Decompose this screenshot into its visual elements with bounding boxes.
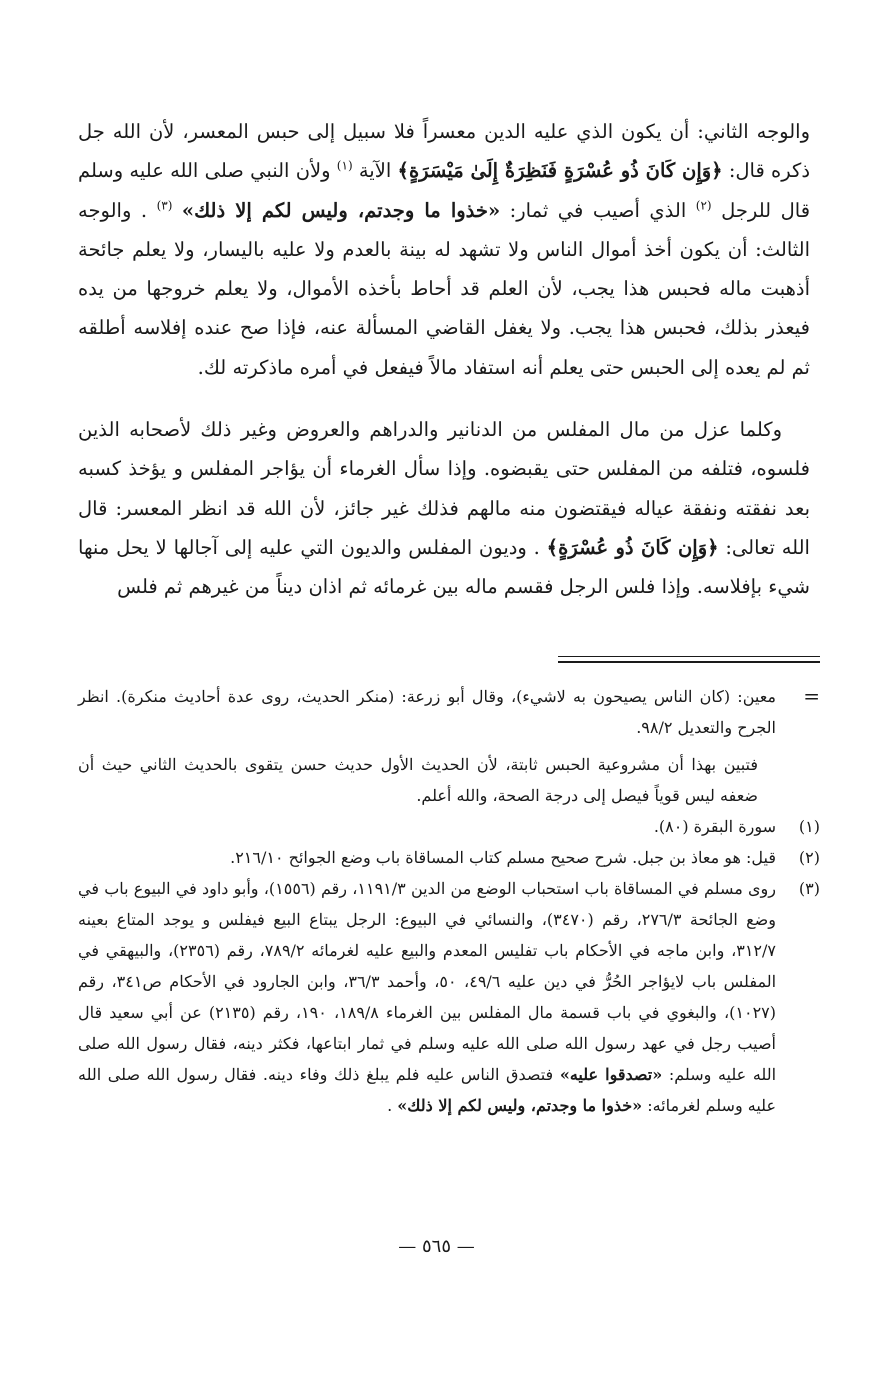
- footnote-number: (٣): [798, 879, 820, 898]
- footnote-2: [78, 842, 820, 873]
- footnote-separator: [558, 656, 820, 663]
- footnote-text: سورة البقرة (٨٠).: [653, 817, 776, 836]
- paragraph-1-text-a: والوجه الثاني: أن يكون الذي عليه الدين معسراً فلا سبيل إلى حبس المعسر، لأن الله جل ذكره قال:: [78, 120, 810, 183]
- footnote-number: (١): [798, 817, 820, 836]
- main-text: [78, 112, 810, 607]
- footnote-3: [78, 873, 820, 1121]
- footnote-number: (٢): [798, 848, 820, 867]
- footnote-text: قيل: هو معاذ بن جبل. شرح صحيح مسلم كتاب المساقاة باب وضع الجوائح ٢١٦/١٠.: [230, 848, 776, 867]
- footnote-3-text-c: .: [387, 1096, 393, 1115]
- footnote-3-text-a: روى مسلم في المساقاة باب استحباب الوضع من الدين ١١٩١/٣، رقم (١٥٥٦)، وأبو داود في البيوع باب في وضع الجائحة ٢٧٦/٣، رقم (٣٤٧٠)، والنسائي في البيوع: الرجل يبتاع البيع فيفلس و يوجد المتاع بعينه ٣١٢/٧، وابن ماجه في الأحكام باب تفليس المعدم والبيع عليه لغرمائه ٧٨٩/٢، رقم (٢٣٥٦)، والبيهقي في المفلس باب لايؤاجر الحُرُّ في دين عليه ٤٩/٦، ٥٠، وأحمد ٣٦/٣، وابن الجارود في الأحكام ص٣٤١، رقم (١٠٢٧)، والبغوي في باب قسمة مال المفلس بين الغرماء ١٨٩/٨، ١٩٠، رقم (٢١٣٥) عن أبي سعيد قال أصيب رجل في عهد رسول الله صلى الله عليه وسلم في ثمار ابتاعها، فكثر دينه، فقال رسول الله صلى الله عليه وسلم:: [78, 879, 777, 1084]
- paragraph-2-text-a: وكلما عزل من مال المفلس من الدنانير والدراهم والعروض وغير ذلك لأصحابه الذين فلسوه، فتلفه من المفلس حتى يقبضوه. وإذا سأل الغرماء أن يؤاجر المفلس و يؤخذ كسبه بعد نفقته ونفقة عياله فيقتضون منه مالهم فذلك غير جائز، لأن الله قد انظر المعسر: قال الله تعالى:: [78, 418, 810, 559]
- paragraph-1: [78, 112, 810, 387]
- footnote-text: [78, 873, 776, 1121]
- paragraph-1-text-e: . والوجه الثالث: أن يكون أخذ أموال الناس ولا تشهد له بينة بالعدم ولا عليه باليسار، ولا يعلم جائحة أذهبت ماله فحبس هذا يجب، لأن العلم قد أحاط بأخذه الأموال، ولا يعلم خروجها من يده فيعذر بذلك، فحبس هذا يجب. ولا يغفل القاضي المسألة عنه، فإذا صح عنده إفلاسه أطلقه ثم لم يعده إلى الحبس حتى يعلم أنه استفاد مالاً فيفعل في أمره ماذكرته لك.: [78, 198, 810, 379]
- footnote-ref-1[interactable]: (١): [336, 158, 353, 173]
- paragraph-1-text-b: الآية: [352, 159, 392, 183]
- footnote-1: [78, 811, 820, 842]
- paragraph-2: [78, 410, 810, 606]
- footnote-ref-2[interactable]: (٢): [695, 198, 712, 213]
- footnote-continuation-paragraph: فتبين بهذا أن مشروعية الحبس ثابتة، لأن الحديث الأول حديث حسن يتقوى بالحديث الثاني حيث أن ضعفه ليس قوياً فيصل إلى درجة الصحة، والله أعلم.: [78, 755, 759, 805]
- continuation-mark: =: [803, 684, 820, 708]
- paragraph-2-text-b: . وديون المفلس والديون التي عليه إلى آجالها لا يحل منها شيء بإفلاسه. وإذا فلس الرجل فقسم ماله بين غرمائه ثم اذان ديناً من غيرهم ثم فلس: [78, 535, 810, 599]
- quran-verse-2: ﴿وَإِن كَانَ ذُو عُسْرَةٍ﴾: [546, 535, 719, 559]
- footnote-continuation-text: معين: (كان الناس يصيحون به لاشيء)، وقال أبو زرعة: (منكر الحديث، روى عدة أحاديث منكرة). انظر الجرح والتعديل ٩٨/٢.: [78, 687, 776, 737]
- footnote-3-hadith-2: «خذوا ما وجدتم، وليس لكم إلا ذلك»: [397, 1096, 643, 1115]
- paragraph-1-text-c: ولأن النبي صلى الله عليه وسلم قال للرجل: [78, 159, 811, 222]
- paragraph-1-text-d: الذي أصيب في ثمار:: [500, 198, 687, 222]
- hadith-quote-1: «خذوا ما وجدتم، وليس لكم إلا ذلك»: [181, 198, 501, 222]
- footnote-3-text-b: فتصدق الناس عليه فلم يبلغ ذلك وفاء دينه. فقال رسول الله صلى الله عليه وسلم لغرمائه:: [78, 1065, 776, 1115]
- page-number: — ٥٦٥ —: [398, 1236, 475, 1257]
- footnote-ref-3[interactable]: (٣): [156, 198, 173, 213]
- footnote-continuation: [78, 681, 820, 743]
- quran-verse-1: ﴿وَإِن كَانَ ذُو عُسْرَةٍ فَنَظِرَةٌ إِلَىٰ مَيْسَرَةٍ﴾: [397, 159, 723, 183]
- footnote-3-hadith-1: «تصدقوا عليه»: [559, 1065, 663, 1084]
- footnotes: [78, 681, 820, 1121]
